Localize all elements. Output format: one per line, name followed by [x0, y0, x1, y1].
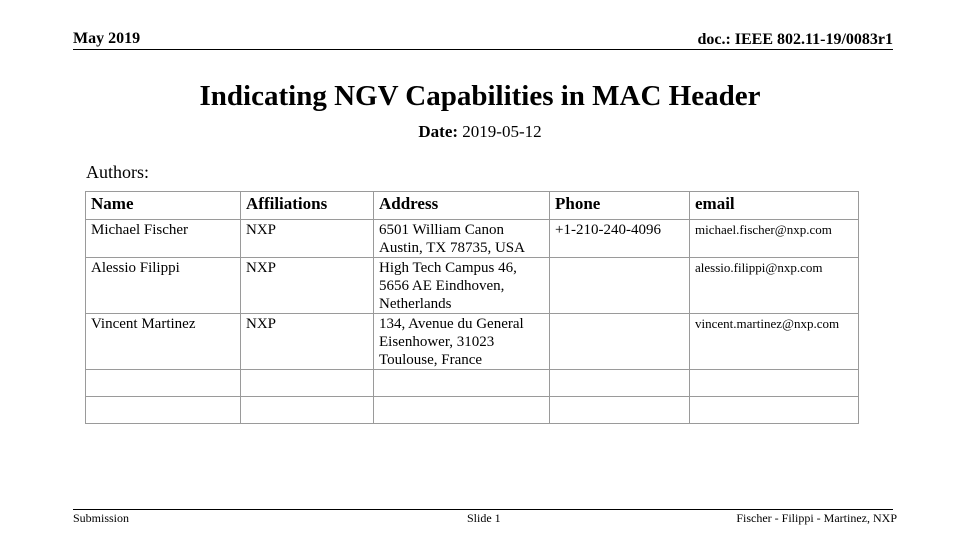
- author-address: [374, 220, 550, 258]
- authors-label: Authors:: [86, 162, 149, 182]
- address-line: Netherlands: [379, 296, 452, 312]
- header-affiliations: Affiliations: [241, 192, 374, 220]
- footer-submission: Submission: [73, 511, 130, 525]
- author-affiliation: NXP: [241, 220, 374, 258]
- author-address: [374, 258, 550, 314]
- author-phone: [550, 314, 690, 370]
- author-email: alessio.filippi@nxp.com: [690, 258, 859, 314]
- address-line: 5656 AE Eindhoven,: [379, 278, 505, 294]
- footer-rule: [73, 509, 893, 510]
- date-label: Date:: [418, 122, 459, 141]
- table-header-row: [86, 192, 859, 220]
- empty-cell: [374, 397, 550, 424]
- header-rule: [73, 49, 893, 50]
- header-date: May 2019: [73, 30, 141, 47]
- address-line: 6501 William Canon: [379, 222, 504, 238]
- empty-cell: [86, 370, 241, 397]
- authors-table: [85, 191, 859, 424]
- table-row: [86, 258, 859, 314]
- footer-slide-number: Slide 1: [467, 511, 501, 525]
- empty-cell: [241, 370, 374, 397]
- header-address: Address: [374, 192, 550, 220]
- table-row: [86, 314, 859, 370]
- author-phone: [550, 258, 690, 314]
- author-name: Alessio Filippi: [86, 258, 241, 314]
- slide-title: Indicating NGV Capabilities in MAC Header: [199, 80, 761, 112]
- author-email: michael.fischer@nxp.com: [690, 220, 859, 258]
- author-name: Vincent Martinez: [86, 314, 241, 370]
- empty-cell: [690, 370, 859, 397]
- empty-cell: [550, 370, 690, 397]
- author-affiliation: NXP: [241, 258, 374, 314]
- date-value: 2019-05-12: [462, 122, 542, 141]
- header-doc-id: doc.: IEEE 802.11-19/0083r1: [697, 31, 893, 48]
- author-affiliation: NXP: [241, 314, 374, 370]
- date-line: [0, 122, 960, 142]
- table-row-empty: [86, 397, 859, 424]
- address-line: Austin, TX 78735, USA: [379, 240, 525, 256]
- author-address: [374, 314, 550, 370]
- empty-cell: [241, 397, 374, 424]
- author-phone: +1-210-240-4096: [550, 220, 690, 258]
- table-row: [86, 220, 859, 258]
- author-name: Michael Fischer: [86, 220, 241, 258]
- footer-authors: Fischer - Filippi - Martinez, NXP: [736, 511, 897, 525]
- address-line: Eisenhower, 31023: [379, 334, 495, 350]
- table-row-empty: [86, 370, 859, 397]
- header-phone: Phone: [550, 192, 690, 220]
- empty-cell: [690, 397, 859, 424]
- empty-cell: [550, 397, 690, 424]
- address-line: Toulouse, France: [379, 352, 483, 368]
- header-email: email: [690, 192, 859, 220]
- header-name: Name: [86, 192, 241, 220]
- author-email: vincent.martinez@nxp.com: [690, 314, 859, 370]
- empty-cell: [86, 397, 241, 424]
- empty-cell: [374, 370, 550, 397]
- address-line: High Tech Campus 46,: [379, 260, 517, 276]
- address-line: 134, Avenue du General: [379, 316, 524, 332]
